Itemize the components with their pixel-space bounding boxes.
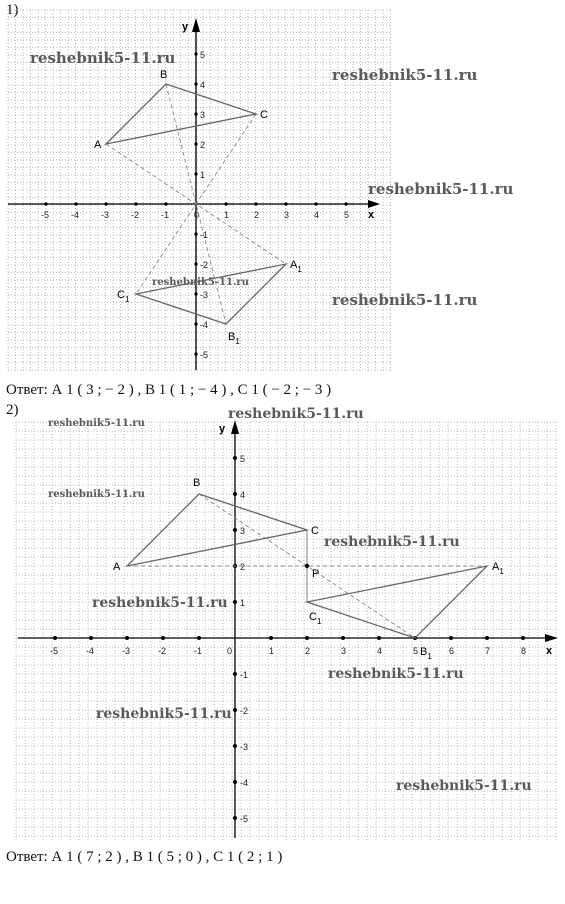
watermark: reshebnik5-11.ru: [228, 406, 364, 422]
x-tick-label: -3: [101, 210, 110, 220]
x-tick-label: 3: [341, 646, 347, 656]
x-tick-label: 1: [269, 646, 275, 656]
label-a: A: [94, 139, 102, 151]
watermark: reshebnik5-11.ru: [332, 291, 478, 309]
watermark: reshebnik5-11.ru: [332, 66, 478, 84]
y-tick-mark: [233, 456, 237, 460]
problem-2-answer: Ответ: А 1 ( 7 ; 2 ) , В 1 ( 5 ; 0 ) , С 1 ( 2 ; 1 ): [6, 849, 283, 865]
x-tick-label: 1: [224, 210, 230, 220]
x-tick-label: 0: [194, 210, 200, 220]
y-tick-label: 5: [200, 50, 206, 60]
y-tick-label: 3: [200, 110, 206, 120]
x-tick-label: 2: [254, 210, 260, 220]
x-tick-mark: [521, 636, 525, 640]
y-tick-mark: [233, 672, 237, 676]
x-tick-mark: [305, 636, 309, 640]
watermark: reshebnik5-11.ru: [96, 706, 232, 722]
label-p: P: [312, 568, 320, 580]
x-tick-label: -2: [158, 646, 167, 656]
y-tick-label: -5: [200, 350, 209, 360]
x-tick-label: 4: [377, 646, 383, 656]
x-tick-label: -4: [86, 646, 95, 656]
x-tick-label: -5: [41, 210, 50, 220]
x-tick-mark: [197, 636, 201, 640]
y-axis-label: y: [219, 423, 226, 435]
y-axis-label: y: [182, 21, 189, 33]
label-a: A: [113, 561, 121, 573]
label-c: C: [311, 525, 319, 537]
y-tick-mark: [233, 780, 237, 784]
watermark: reshebnik5-11.ru: [328, 666, 464, 682]
x-tick-mark: [125, 636, 129, 640]
x-tick-mark: [485, 636, 489, 640]
y-tick-mark: [233, 600, 237, 604]
label-b1: $B_1$: [228, 331, 240, 346]
x-tick-label: 5: [344, 210, 350, 220]
x-axis-label: x: [368, 209, 375, 221]
y-tick-label: -4: [200, 320, 209, 330]
x-axis-label: x: [546, 645, 553, 657]
x-tick-label: -1: [161, 210, 170, 220]
watermark: reshebnik5-11.ru: [30, 49, 176, 67]
label-c1: $C_1$: [117, 289, 130, 304]
watermark: reshebnik5-11.ru: [92, 595, 228, 611]
label-a1: $A_1$: [492, 561, 504, 576]
problem-2-number: 2): [6, 402, 19, 418]
x-tick-label: -1: [194, 646, 203, 656]
x-tick-mark: [449, 636, 453, 640]
y-tick-label: -2: [200, 260, 209, 270]
y-tick-label: -4: [240, 778, 249, 788]
x-tick-label: -3: [122, 646, 131, 656]
x-tick-label: 8: [521, 646, 527, 656]
y-tick-label: 4: [240, 490, 246, 500]
watermark: reshebnik5-11.ru: [152, 277, 249, 288]
x-tick-label: 0: [227, 646, 233, 656]
point-p: [305, 564, 309, 568]
y-tick-label: -1: [240, 670, 249, 680]
x-tick-label: 5: [413, 646, 419, 656]
x-tick-mark: [53, 636, 57, 640]
y-tick-label: 4: [200, 80, 206, 90]
watermark: reshebnik5-11.ru: [396, 778, 532, 794]
x-tick-mark: [89, 636, 93, 640]
y-tick-label: 5: [240, 454, 246, 464]
problem-1-number: 1): [6, 2, 19, 18]
x-tick-mark: [377, 636, 381, 640]
y-tick-mark: [233, 528, 237, 532]
x-tick-label: 3: [284, 210, 290, 220]
y-tick-label: -5: [240, 814, 249, 824]
label-c: C: [260, 109, 268, 121]
y-tick-mark: [233, 492, 237, 496]
y-tick-label: 2: [240, 562, 246, 572]
x-tick-label: -4: [71, 210, 80, 220]
y-tick-label: -2: [240, 706, 249, 716]
x-tick-label: 7: [485, 646, 491, 656]
y-tick-mark: [233, 744, 237, 748]
y-tick-label: 1: [240, 598, 246, 608]
label-b: B: [193, 477, 201, 489]
y-tick-label: -3: [200, 290, 209, 300]
x-tick-label: 6: [449, 646, 455, 656]
y-tick-label: -1: [200, 230, 209, 240]
x-tick-label: 2: [305, 646, 311, 656]
label-a1: $A_1$: [290, 259, 302, 274]
label-b1: $B_1$: [420, 646, 432, 661]
y-tick-mark: [233, 708, 237, 712]
y-tick-label: 2: [200, 140, 206, 150]
y-tick-mark: [233, 816, 237, 820]
label-c1: $C_1$: [309, 611, 322, 626]
x-tick-mark: [161, 636, 165, 640]
watermark: reshebnik5-11.ru: [324, 534, 460, 550]
watermark: reshebnik5-11.ru: [368, 180, 514, 198]
x-tick-label: -2: [131, 210, 140, 220]
problem-1-answer: Ответ: А 1 ( 3 ; − 2 ) , В 1 ( 1 ; − 4 ) , С 1 ( − 2 ; − 3 ): [6, 382, 332, 398]
y-tick-label: 3: [240, 526, 246, 536]
watermark: reshebnik5-11.ru: [48, 489, 145, 500]
x-tick-label: -5: [50, 646, 59, 656]
x-tick-mark: [269, 636, 273, 640]
x-tick-label: 4: [314, 210, 320, 220]
x-tick-mark: [341, 636, 345, 640]
watermark: reshebnik5-11.ru: [48, 418, 145, 429]
y-tick-label: -3: [240, 742, 249, 752]
label-b: B: [160, 69, 168, 81]
y-tick-label: 1: [200, 170, 206, 180]
